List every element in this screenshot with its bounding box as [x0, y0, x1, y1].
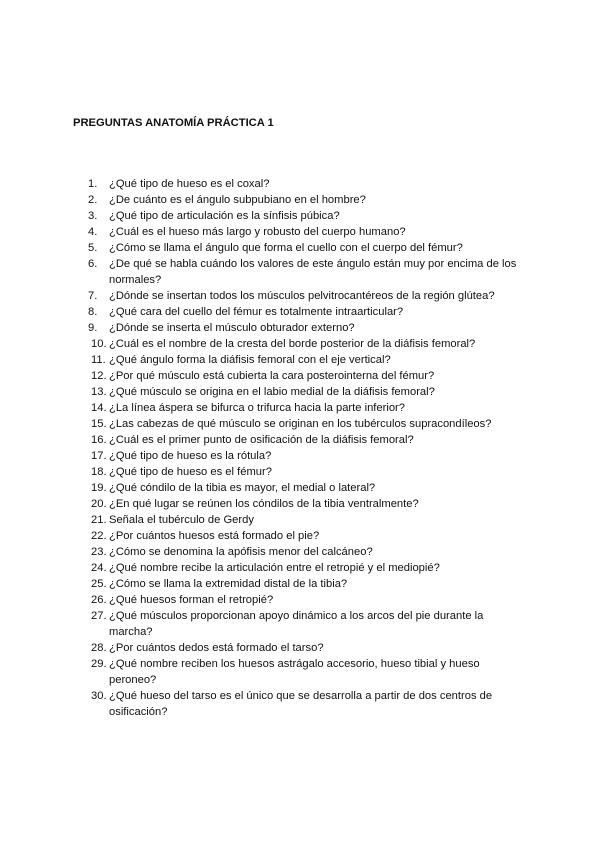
- question-item: [0, 480, 529, 496]
- question-number: 21.: [91, 514, 107, 526]
- question-item: [0, 240, 529, 256]
- question-text: ¿Cuál es el nombre de la cresta del borde posterior de la diáfisis femoral?: [109, 338, 476, 350]
- question-number: 29.: [91, 658, 107, 670]
- question-number: 16.: [91, 434, 107, 446]
- question-number: 5.: [88, 242, 98, 254]
- question-text: ¿Las cabezas de qué músculo se originan en los tubérculos supracondíleos?: [109, 418, 492, 430]
- question-text: ¿De cuánto es el ángulo subpubiano en el hombre?: [109, 194, 366, 206]
- question-number: 19.: [91, 482, 107, 494]
- question-text: ¿La línea áspera se bifurca o trifurca hacia la parte inferior?: [109, 402, 406, 414]
- question-number: 4.: [88, 226, 98, 238]
- question-number: 1.: [88, 178, 98, 190]
- question-number: 24.: [91, 562, 107, 574]
- question-number: 18.: [91, 466, 107, 478]
- question-number: 22.: [91, 530, 107, 542]
- question-item: [0, 432, 529, 448]
- question-text: ¿Cómo se llama la extremidad distal de la tibia?: [109, 578, 348, 590]
- question-item: [0, 464, 529, 480]
- question-item: [0, 320, 529, 336]
- question-text: ¿Qué huesos forman el retropié?: [109, 594, 274, 606]
- question-text: ¿En qué lugar se reúnen los cóndilos de la tibia ventralmente?: [109, 498, 419, 510]
- question-text: ¿Por qué músculo está cubierta la cara posterointerna del fémur?: [109, 370, 435, 382]
- question-item: [0, 208, 529, 224]
- question-item: [0, 352, 529, 368]
- question-text: ¿Dónde se inserta el músculo obturador externo?: [109, 322, 355, 334]
- question-number: 7.: [88, 290, 98, 302]
- question-item: [0, 256, 529, 288]
- question-number: 10.: [91, 338, 107, 350]
- question-number: 30.: [91, 690, 107, 702]
- question-item: [0, 288, 529, 304]
- question-number: 15.: [91, 418, 107, 430]
- question-item: [0, 400, 529, 416]
- question-number: 2.: [88, 194, 98, 206]
- question-item: [0, 368, 529, 384]
- question-number: 26.: [91, 594, 107, 606]
- question-text: ¿Dónde se insertan todos los músculos pelvitrocantéreos de la región glútea?: [109, 290, 495, 302]
- question-item: [0, 192, 529, 208]
- question-text: ¿Qué músculo se origina en el labio medial de la diáfisis femoral?: [109, 386, 435, 398]
- question-text: ¿Qué nombre recibe la articulación entre el retropié y el mediopié?: [109, 562, 440, 574]
- question-text: ¿Qué cara del cuello del fémur es totalmente intraarticular?: [109, 306, 404, 318]
- question-item: [0, 512, 529, 528]
- question-number: 27.: [91, 610, 107, 622]
- question-item: [0, 416, 529, 432]
- question-number: 12.: [91, 370, 107, 382]
- question-text: ¿Qué hueso del tarso es el único que se desarrolla a partir de dos centros de osificación?: [109, 690, 493, 718]
- question-number: 11.: [91, 354, 106, 366]
- question-text: ¿Qué músculos proporcionan apoyo dinámico a los arcos del pie durante la marcha?: [109, 610, 484, 638]
- question-number: 8.: [88, 306, 98, 318]
- question-number: 25.: [91, 578, 107, 590]
- question-text: ¿Cuál es el primer punto de osificación de la diáfisis femoral?: [109, 434, 414, 446]
- question-item: [0, 544, 529, 560]
- question-item: [0, 608, 529, 640]
- question-text: ¿Qué cóndilo de la tibia es mayor, el medial o lateral?: [109, 482, 376, 494]
- question-text: ¿Qué tipo de hueso es la rótula?: [109, 450, 272, 462]
- question-text: ¿Qué ángulo forma la diáfisis femoral con el eje vertical?: [109, 354, 391, 366]
- question-item: [0, 688, 529, 720]
- question-text: ¿Cómo se denomina la apófisis menor del calcáneo?: [109, 546, 373, 558]
- question-number: 20.: [91, 498, 107, 510]
- question-item: [0, 496, 529, 512]
- question-number: 23.: [91, 546, 107, 558]
- question-item: [0, 384, 529, 400]
- question-text: ¿Qué tipo de hueso es el fémur?: [109, 466, 272, 478]
- question-item: [0, 592, 529, 608]
- question-item: [0, 336, 529, 352]
- question-text: ¿Qué nombre reciben los huesos astrágalo accesorio, hueso tibial y hueso peroneo?: [109, 658, 480, 686]
- question-text: ¿Qué tipo de articulación es la sínfisis púbica?: [109, 210, 340, 222]
- question-item: [0, 304, 529, 320]
- question-text: ¿Qué tipo de hueso es el coxal?: [109, 178, 270, 190]
- question-text: ¿Cómo se llama el ángulo que forma el cuello con el cuerpo del fémur?: [109, 242, 463, 254]
- question-item: [0, 224, 529, 240]
- question-item: [0, 576, 529, 592]
- question-number: 17.: [91, 450, 107, 462]
- question-list: [0, 176, 600, 720]
- question-item: [0, 640, 529, 656]
- question-item: [0, 560, 529, 576]
- question-text: ¿Cuál es el hueso más largo y robusto del cuerpo humano?: [109, 226, 406, 238]
- question-number: 28.: [91, 642, 107, 654]
- question-item: [0, 528, 529, 544]
- question-number: 6.: [88, 258, 98, 270]
- question-number: 13.: [91, 386, 107, 398]
- question-number: 9.: [88, 322, 98, 334]
- document-title: PREGUNTAS ANATOMÍA PRÁCTICA 1: [73, 117, 274, 129]
- question-item: [0, 656, 529, 688]
- question-item: [0, 448, 529, 464]
- question-text: Señala el tubérculo de Gerdy: [109, 514, 254, 526]
- question-number: 14.: [91, 402, 107, 414]
- question-text: ¿De qué se habla cuándo los valores de este ángulo están muy por encima de los normales?: [109, 258, 517, 286]
- question-text: ¿Por cuántos huesos está formado el pie?: [109, 530, 320, 542]
- question-item: [0, 176, 529, 192]
- question-text: ¿Por cuántos dedos está formado el tarso?: [109, 642, 324, 654]
- question-number: 3.: [88, 210, 98, 222]
